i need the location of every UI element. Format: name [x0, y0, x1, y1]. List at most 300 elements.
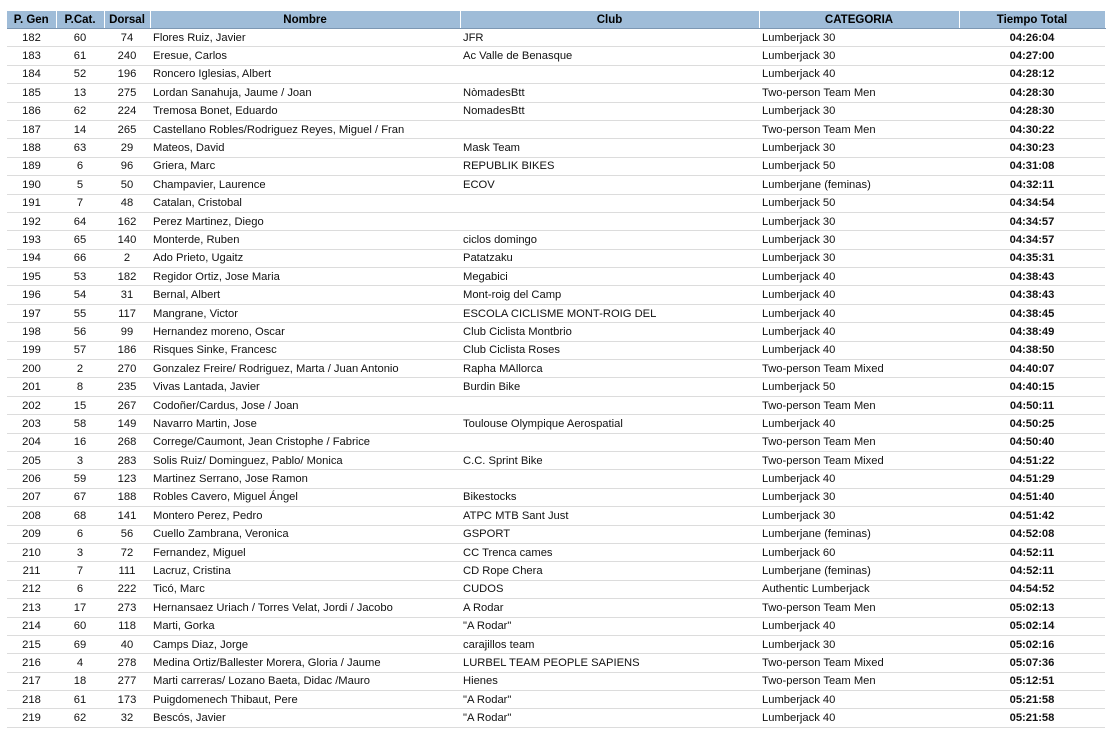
cell-p-gen: 192: [7, 212, 56, 230]
cell-dorsal: 162: [104, 212, 150, 230]
cell-p-gen: 200: [7, 360, 56, 378]
cell-p-gen: 183: [7, 47, 56, 65]
cell-tiempo-total: 04:50:25: [959, 415, 1105, 433]
table-row: [7, 654, 1105, 672]
cell-tiempo-total: 04:30:23: [959, 139, 1105, 157]
table-body: [7, 29, 1105, 728]
table-row: [7, 29, 1105, 47]
cell-nombre: Monterde, Ruben: [150, 231, 460, 249]
table-row: [7, 507, 1105, 525]
cell-dorsal: 270: [104, 360, 150, 378]
cell-club: [460, 396, 759, 414]
cell-categoria: Authentic Lumberjack: [759, 580, 959, 598]
cell-dorsal: 48: [104, 194, 150, 212]
cell-tiempo-total: 04:54:52: [959, 580, 1105, 598]
cell-p-cat: 63: [56, 139, 104, 157]
cell-nombre: Ticó, Marc: [150, 580, 460, 598]
cell-dorsal: 99: [104, 323, 150, 341]
cell-nombre: Medina Ortiz/Ballester Morera, Gloria / Jaume: [150, 654, 460, 672]
cell-dorsal: 123: [104, 470, 150, 488]
cell-nombre: Roncero Iglesias, Albert: [150, 65, 460, 83]
cell-p-cat: 18: [56, 672, 104, 690]
cell-club: "A Rodar": [460, 617, 759, 635]
cell-club: Patatzaku: [460, 249, 759, 267]
cell-categoria: Lumberjack 40: [759, 268, 959, 286]
cell-club: REPUBLIK BIKES: [460, 157, 759, 175]
cell-categoria: Lumberjack 40: [759, 617, 959, 635]
table-row: [7, 194, 1105, 212]
cell-categoria: Lumberjane (feminas): [759, 562, 959, 580]
cell-tiempo-total: 04:34:57: [959, 212, 1105, 230]
cell-p-gen: 188: [7, 139, 56, 157]
cell-club: ESCOLA CICLISME MONT-ROIG DEL: [460, 304, 759, 322]
cell-club: carajillos team: [460, 635, 759, 653]
table-row: [7, 323, 1105, 341]
header-categoria: CATEGORIA: [759, 11, 959, 29]
header-nombre: Nombre: [150, 11, 460, 29]
cell-p-cat: 16: [56, 433, 104, 451]
cell-tiempo-total: 04:40:15: [959, 378, 1105, 396]
cell-club: CUDOS: [460, 580, 759, 598]
cell-p-gen: 186: [7, 102, 56, 120]
cell-tiempo-total: 05:02:13: [959, 599, 1105, 617]
cell-tiempo-total: 05:02:14: [959, 617, 1105, 635]
cell-p-gen: 218: [7, 691, 56, 709]
cell-categoria: Lumberjack 40: [759, 341, 959, 359]
cell-nombre: Hernandez moreno, Oscar: [150, 323, 460, 341]
cell-club: CC Trenca cames: [460, 543, 759, 561]
cell-dorsal: 277: [104, 672, 150, 690]
cell-p-cat: 2: [56, 360, 104, 378]
cell-categoria: Lumberjack 40: [759, 709, 959, 727]
table-row: [7, 617, 1105, 635]
cell-tiempo-total: 04:38:43: [959, 268, 1105, 286]
cell-categoria: Two-person Team Men: [759, 672, 959, 690]
cell-categoria: Lumberjack 30: [759, 507, 959, 525]
cell-p-cat: 57: [56, 341, 104, 359]
header-p-cat: P.Cat.: [56, 11, 104, 29]
cell-categoria: Lumberjack 40: [759, 286, 959, 304]
cell-p-gen: 184: [7, 65, 56, 83]
cell-club: C.C. Sprint Bike: [460, 451, 759, 469]
cell-p-cat: 3: [56, 543, 104, 561]
cell-nombre: Lacruz, Cristina: [150, 562, 460, 580]
cell-p-gen: 191: [7, 194, 56, 212]
cell-dorsal: 40: [104, 635, 150, 653]
cell-nombre: Correge/Caumont, Jean Cristophe / Fabrice: [150, 433, 460, 451]
cell-categoria: Two-person Team Mixed: [759, 451, 959, 469]
cell-dorsal: 117: [104, 304, 150, 322]
table-row: [7, 433, 1105, 451]
cell-tiempo-total: 04:38:50: [959, 341, 1105, 359]
cell-categoria: Lumberjack 30: [759, 29, 959, 47]
cell-p-cat: 4: [56, 654, 104, 672]
cell-dorsal: 29: [104, 139, 150, 157]
cell-p-cat: 3: [56, 451, 104, 469]
cell-tiempo-total: 04:51:29: [959, 470, 1105, 488]
cell-p-cat: 65: [56, 231, 104, 249]
cell-club: Hienes: [460, 672, 759, 690]
cell-dorsal: 275: [104, 84, 150, 102]
cell-dorsal: 173: [104, 691, 150, 709]
cell-club: Mask Team: [460, 139, 759, 157]
cell-categoria: Lumberjane (feminas): [759, 525, 959, 543]
cell-p-gen: 210: [7, 543, 56, 561]
cell-p-cat: 64: [56, 212, 104, 230]
cell-nombre: Puigdomenech Thibaut, Pere: [150, 691, 460, 709]
header-p-gen: P. Gen: [7, 11, 56, 29]
cell-tiempo-total: 04:52:11: [959, 562, 1105, 580]
cell-nombre: Castellano Robles/Rodriguez Reyes, Miguel / Fran: [150, 120, 460, 138]
cell-nombre: Lordan Sanahuja, Jaume / Joan: [150, 84, 460, 102]
cell-nombre: Vivas Lantada, Javier: [150, 378, 460, 396]
cell-p-cat: 61: [56, 691, 104, 709]
cell-p-gen: 208: [7, 507, 56, 525]
cell-nombre: Marti, Gorka: [150, 617, 460, 635]
cell-tiempo-total: 04:51:42: [959, 507, 1105, 525]
results-table: [7, 11, 1106, 728]
cell-tiempo-total: 04:26:04: [959, 29, 1105, 47]
cell-categoria: Lumberjack 40: [759, 470, 959, 488]
cell-tiempo-total: 04:27:00: [959, 47, 1105, 65]
cell-club: GSPORT: [460, 525, 759, 543]
cell-categoria: Lumberjack 30: [759, 249, 959, 267]
table-row: [7, 102, 1105, 120]
cell-p-gen: 206: [7, 470, 56, 488]
cell-p-cat: 6: [56, 157, 104, 175]
cell-p-cat: 15: [56, 396, 104, 414]
header-dorsal: Dorsal: [104, 11, 150, 29]
table-row: [7, 268, 1105, 286]
cell-nombre: Montero Perez, Pedro: [150, 507, 460, 525]
cell-p-cat: 8: [56, 378, 104, 396]
cell-p-cat: 66: [56, 249, 104, 267]
cell-nombre: Robles Cavero, Miguel Ángel: [150, 488, 460, 506]
table-header: [7, 11, 1105, 29]
cell-p-cat: 5: [56, 176, 104, 194]
cell-dorsal: 278: [104, 654, 150, 672]
cell-categoria: Lumberjack 40: [759, 691, 959, 709]
cell-club: "A Rodar": [460, 691, 759, 709]
cell-nombre: Tremosa Bonet, Eduardo: [150, 102, 460, 120]
cell-dorsal: 235: [104, 378, 150, 396]
cell-club: Rapha MAllorca: [460, 360, 759, 378]
cell-p-gen: 187: [7, 120, 56, 138]
cell-tiempo-total: 04:28:30: [959, 102, 1105, 120]
cell-nombre: Griera, Marc: [150, 157, 460, 175]
cell-p-gen: 213: [7, 599, 56, 617]
cell-p-cat: 60: [56, 617, 104, 635]
cell-categoria: Lumberjack 60: [759, 543, 959, 561]
cell-p-gen: 193: [7, 231, 56, 249]
cell-tiempo-total: 04:38:43: [959, 286, 1105, 304]
cell-p-gen: 201: [7, 378, 56, 396]
cell-p-gen: 219: [7, 709, 56, 727]
cell-p-cat: 6: [56, 580, 104, 598]
cell-categoria: Lumberjack 40: [759, 65, 959, 83]
cell-p-cat: 56: [56, 323, 104, 341]
cell-club: [460, 194, 759, 212]
cell-p-gen: 197: [7, 304, 56, 322]
table-row: [7, 212, 1105, 230]
cell-p-cat: 67: [56, 488, 104, 506]
cell-dorsal: 224: [104, 102, 150, 120]
cell-nombre: Codoñer/Cardus, Jose / Joan: [150, 396, 460, 414]
cell-categoria: Lumberjack 40: [759, 415, 959, 433]
table-row: [7, 580, 1105, 598]
table-row: [7, 176, 1105, 194]
table-row: [7, 709, 1105, 727]
cell-dorsal: 222: [104, 580, 150, 598]
cell-tiempo-total: 04:34:54: [959, 194, 1105, 212]
cell-categoria: Lumberjack 30: [759, 231, 959, 249]
cell-p-cat: 6: [56, 525, 104, 543]
cell-club: Megabici: [460, 268, 759, 286]
cell-categoria: Lumberjack 30: [759, 102, 959, 120]
cell-p-gen: 204: [7, 433, 56, 451]
cell-categoria: Two-person Team Men: [759, 84, 959, 102]
cell-tiempo-total: 04:32:11: [959, 176, 1105, 194]
cell-categoria: Lumberjack 30: [759, 635, 959, 653]
cell-p-cat: 52: [56, 65, 104, 83]
header-club: Club: [460, 11, 759, 29]
cell-p-cat: 7: [56, 562, 104, 580]
cell-club: NòmadesBtt: [460, 84, 759, 102]
cell-dorsal: 2: [104, 249, 150, 267]
table-row: [7, 451, 1105, 469]
cell-p-gen: 216: [7, 654, 56, 672]
cell-p-cat: 58: [56, 415, 104, 433]
cell-categoria: Two-person Team Men: [759, 120, 959, 138]
cell-club: "A Rodar": [460, 709, 759, 727]
cell-p-gen: 212: [7, 580, 56, 598]
cell-p-gen: 205: [7, 451, 56, 469]
cell-dorsal: 149: [104, 415, 150, 433]
cell-dorsal: 72: [104, 543, 150, 561]
cell-tiempo-total: 05:07:36: [959, 654, 1105, 672]
table-row: [7, 47, 1105, 65]
cell-club: ciclos domingo: [460, 231, 759, 249]
cell-categoria: Lumberjack 30: [759, 212, 959, 230]
cell-dorsal: 118: [104, 617, 150, 635]
cell-p-gen: 189: [7, 157, 56, 175]
cell-p-cat: 13: [56, 84, 104, 102]
table-row: [7, 415, 1105, 433]
cell-categoria: Lumberjack 50: [759, 194, 959, 212]
table-row: [7, 635, 1105, 653]
table-row: [7, 120, 1105, 138]
cell-p-gen: 185: [7, 84, 56, 102]
table-row: [7, 562, 1105, 580]
cell-dorsal: 196: [104, 65, 150, 83]
cell-p-gen: 203: [7, 415, 56, 433]
table-row: [7, 360, 1105, 378]
cell-tiempo-total: 05:21:58: [959, 691, 1105, 709]
cell-club: Bikestocks: [460, 488, 759, 506]
cell-p-cat: 7: [56, 194, 104, 212]
cell-p-cat: 59: [56, 470, 104, 488]
cell-dorsal: 188: [104, 488, 150, 506]
table-row: [7, 139, 1105, 157]
cell-p-cat: 61: [56, 47, 104, 65]
cell-tiempo-total: 04:51:22: [959, 451, 1105, 469]
cell-dorsal: 56: [104, 525, 150, 543]
cell-nombre: Flores Ruiz, Javier: [150, 29, 460, 47]
cell-nombre: Champavier, Laurence: [150, 176, 460, 194]
cell-categoria: Lumberjack 30: [759, 488, 959, 506]
table-row: [7, 231, 1105, 249]
cell-dorsal: 50: [104, 176, 150, 194]
table-row: [7, 543, 1105, 561]
cell-nombre: Perez Martinez, Diego: [150, 212, 460, 230]
cell-categoria: Lumberjack 50: [759, 157, 959, 175]
cell-nombre: Risques Sinke, Francesc: [150, 341, 460, 359]
cell-nombre: Regidor Ortiz, Jose Maria: [150, 268, 460, 286]
header-row: [7, 11, 1105, 29]
cell-club: ATPC MTB Sant Just: [460, 507, 759, 525]
cell-dorsal: 32: [104, 709, 150, 727]
table-row: [7, 672, 1105, 690]
cell-p-cat: 60: [56, 29, 104, 47]
cell-tiempo-total: 04:38:45: [959, 304, 1105, 322]
cell-p-gen: 182: [7, 29, 56, 47]
cell-nombre: Cuello Zambrana, Veronica: [150, 525, 460, 543]
cell-tiempo-total: 04:28:30: [959, 84, 1105, 102]
cell-categoria: Lumberjack 30: [759, 47, 959, 65]
cell-p-gen: 209: [7, 525, 56, 543]
cell-dorsal: 186: [104, 341, 150, 359]
cell-p-cat: 62: [56, 102, 104, 120]
cell-club: Toulouse Olympique Aerospatial: [460, 415, 759, 433]
cell-club: JFR: [460, 29, 759, 47]
cell-nombre: Mateos, David: [150, 139, 460, 157]
cell-tiempo-total: 04:34:57: [959, 231, 1105, 249]
cell-p-gen: 214: [7, 617, 56, 635]
cell-dorsal: 74: [104, 29, 150, 47]
cell-nombre: Martinez Serrano, Jose Ramon: [150, 470, 460, 488]
cell-dorsal: 111: [104, 562, 150, 580]
cell-p-gen: 217: [7, 672, 56, 690]
cell-nombre: Camps Diaz, Jorge: [150, 635, 460, 653]
cell-p-cat: 14: [56, 120, 104, 138]
cell-p-gen: 199: [7, 341, 56, 359]
cell-tiempo-total: 04:38:49: [959, 323, 1105, 341]
table-row: [7, 396, 1105, 414]
cell-tiempo-total: 04:28:12: [959, 65, 1105, 83]
cell-p-gen: 207: [7, 488, 56, 506]
cell-club: CD Rope Chera: [460, 562, 759, 580]
cell-tiempo-total: 05:02:16: [959, 635, 1105, 653]
cell-p-cat: 53: [56, 268, 104, 286]
cell-dorsal: 140: [104, 231, 150, 249]
table-row: [7, 65, 1105, 83]
cell-nombre: Ado Prieto, Ugaitz: [150, 249, 460, 267]
cell-categoria: Two-person Team Men: [759, 396, 959, 414]
cell-nombre: Navarro Martin, Jose: [150, 415, 460, 433]
cell-categoria: Lumberjack 50: [759, 378, 959, 396]
table-row: [7, 286, 1105, 304]
table-row: [7, 157, 1105, 175]
cell-dorsal: 283: [104, 451, 150, 469]
cell-dorsal: 182: [104, 268, 150, 286]
cell-tiempo-total: 05:12:51: [959, 672, 1105, 690]
cell-p-gen: 196: [7, 286, 56, 304]
cell-club: Club Ciclista Montbrio: [460, 323, 759, 341]
cell-categoria: Lumberjack 30: [759, 139, 959, 157]
cell-tiempo-total: 04:31:08: [959, 157, 1105, 175]
cell-club: ECOV: [460, 176, 759, 194]
cell-club: Ac Valle de Benasque: [460, 47, 759, 65]
cell-tiempo-total: 04:40:07: [959, 360, 1105, 378]
cell-p-cat: 62: [56, 709, 104, 727]
cell-categoria: Lumberjack 40: [759, 323, 959, 341]
cell-nombre: Hernansaez Uriach / Torres Velat, Jordi / Jacobo: [150, 599, 460, 617]
cell-club: LURBEL TEAM PEOPLE SAPIENS: [460, 654, 759, 672]
cell-categoria: Two-person Team Men: [759, 599, 959, 617]
cell-club: [460, 120, 759, 138]
cell-dorsal: 96: [104, 157, 150, 175]
cell-nombre: Catalan, Cristobal: [150, 194, 460, 212]
cell-p-gen: 215: [7, 635, 56, 653]
cell-p-gen: 202: [7, 396, 56, 414]
table-row: [7, 249, 1105, 267]
cell-tiempo-total: 04:35:31: [959, 249, 1105, 267]
table-row: [7, 488, 1105, 506]
cell-tiempo-total: 05:21:58: [959, 709, 1105, 727]
cell-p-gen: 198: [7, 323, 56, 341]
cell-nombre: Mangrane, Victor: [150, 304, 460, 322]
cell-club: NomadesBtt: [460, 102, 759, 120]
results-table-container: [7, 11, 1105, 728]
cell-club: [460, 212, 759, 230]
cell-tiempo-total: 04:50:11: [959, 396, 1105, 414]
table-row: [7, 525, 1105, 543]
cell-club: Club Ciclista Roses: [460, 341, 759, 359]
table-row: [7, 691, 1105, 709]
cell-dorsal: 265: [104, 120, 150, 138]
cell-tiempo-total: 04:50:40: [959, 433, 1105, 451]
table-row: [7, 84, 1105, 102]
cell-nombre: Bernal, Albert: [150, 286, 460, 304]
cell-tiempo-total: 04:52:08: [959, 525, 1105, 543]
table-row: [7, 378, 1105, 396]
cell-categoria: Two-person Team Mixed: [759, 360, 959, 378]
cell-club: [460, 433, 759, 451]
cell-p-gen: 194: [7, 249, 56, 267]
cell-nombre: Bescós, Javier: [150, 709, 460, 727]
cell-tiempo-total: 04:51:40: [959, 488, 1105, 506]
cell-p-gen: 190: [7, 176, 56, 194]
cell-dorsal: 31: [104, 286, 150, 304]
cell-nombre: Eresue, Carlos: [150, 47, 460, 65]
cell-p-cat: 17: [56, 599, 104, 617]
cell-club: A Rodar: [460, 599, 759, 617]
cell-nombre: Solis Ruiz/ Dominguez, Pablo/ Monica: [150, 451, 460, 469]
header-tiempo-total: Tiempo Total: [959, 11, 1105, 29]
cell-dorsal: 267: [104, 396, 150, 414]
cell-p-cat: 68: [56, 507, 104, 525]
cell-tiempo-total: 04:30:22: [959, 120, 1105, 138]
cell-nombre: Gonzalez Freire/ Rodriguez, Marta / Juan Antonio: [150, 360, 460, 378]
cell-dorsal: 268: [104, 433, 150, 451]
cell-tiempo-total: 04:52:11: [959, 543, 1105, 561]
table-row: [7, 470, 1105, 488]
cell-dorsal: 240: [104, 47, 150, 65]
cell-categoria: Two-person Team Mixed: [759, 654, 959, 672]
cell-dorsal: 141: [104, 507, 150, 525]
cell-dorsal: 273: [104, 599, 150, 617]
cell-club: [460, 65, 759, 83]
